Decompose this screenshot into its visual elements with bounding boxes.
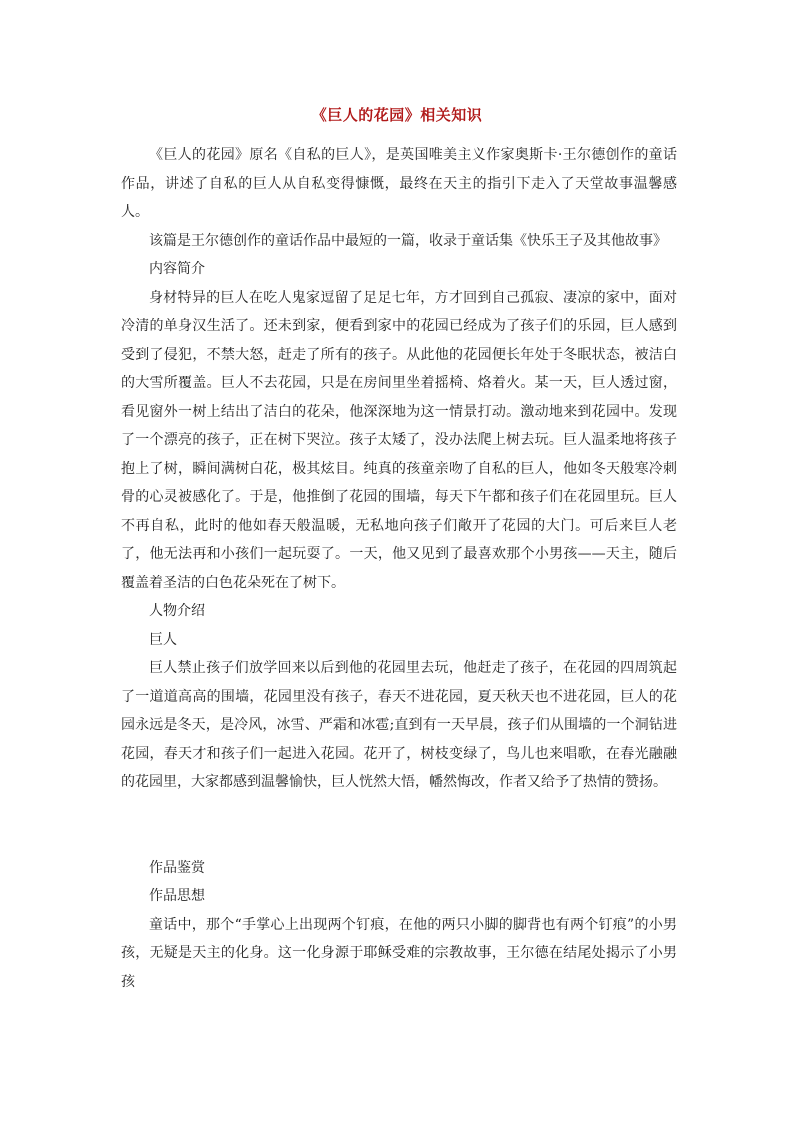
heading-summary: 内容简介 xyxy=(149,261,205,277)
document-title: 《巨人的花园》相关知识 xyxy=(311,106,483,124)
paragraph-collection: 该篇是王尔德创作的童话作品中最短的一篇，收录于童话集《快乐王子及其他故事》 xyxy=(149,232,667,249)
blank-space xyxy=(121,797,677,854)
heading-giant: 巨人 xyxy=(149,631,177,648)
paragraph-summary: 身材特异的巨人在吃人鬼家逗留了足足七年，方才回到自己孤寂、凄凉的家中，面对冷清的单身汉生活了。还未到家，便看到家中的花园已经成为了孩子们的乐园，巨人感到受到了侵犯，不禁大怒，赶走了所有的孩子。从此他的花园便长年处于冬眠状态，被洁白的大雪所覆盖。巨人不去花园，只是在房间里坐着摇椅、烙着火。某一天，巨人透过窗，看见窗外一树上结出了洁白的花朵，他深深地为这一情景打动。激动地来到花园中。发现了一个漂亮的孩子，正在树下哭泣。孩子太矮了，没办法爬上树去玩。巨人温柔地将孩子抱上了树，瞬间满树白花，极其炫目。纯真的孩童亲吻了自私的巨人，他如冬天般寒冷刺骨的心灵被感化了。于是，他推倒了花园的围墙，每天下午都和孩子们在花园里玩。巨人不再自私，此时的他如春天般温暖，无私地向孩子们敞开了花园的大门。可后来巨人老了，他无法再和小孩们一起玩耍了。一天，他又见到了最喜欢那个小男孩——天主，随后覆盖着圣洁的白色花朵死在了树下。 xyxy=(121,289,677,591)
document-body xyxy=(121,141,677,996)
paragraph-intro: 《巨人的花园》原名《自私的巨人》，是英国唯美主义作家奥斯卡·王尔德创作的童话作品，讲述了自私的巨人从自私变得慷慨，最终在天主的指引下走入了天堂故事温馨感人。 xyxy=(121,147,677,220)
heading-theme: 作品思想 xyxy=(149,888,205,904)
heading-appreciation: 作品鉴赏 xyxy=(149,859,205,876)
paragraph-giant: 巨人禁止孩子们放学回来以后到他的花园里去玩，他赶走了孩子，在花园的四周筑起了一道道高高的围墙，花园里没有孩子，春天不进花园，夏天秋天也不进花园，巨人的花园永远是冬天，是冷风，冰雪、严霜和冰雹;直到有一天早晨，孩子们从围墙的一个洞钻进花园，春天才和孩子们一起进入花园。花开了，树枝变绿了，鸟儿也来唱歌，在春光融融的花园里，大家都感到温馨愉快，巨人恍然大悟，幡然悔改，作者又给予了热情的赞扬。 xyxy=(121,660,677,790)
heading-characters: 人物介绍 xyxy=(149,603,205,619)
paragraph-theme: 童话中，那个“手掌心上出现两个钉痕，在他的两只小脚的脚背也有两个钉痕”的小男孩，无疑是天主的化身。这一化身源于耶稣受难的宗教故事，王尔德在结尾处揭示了小男孩 xyxy=(121,916,677,990)
